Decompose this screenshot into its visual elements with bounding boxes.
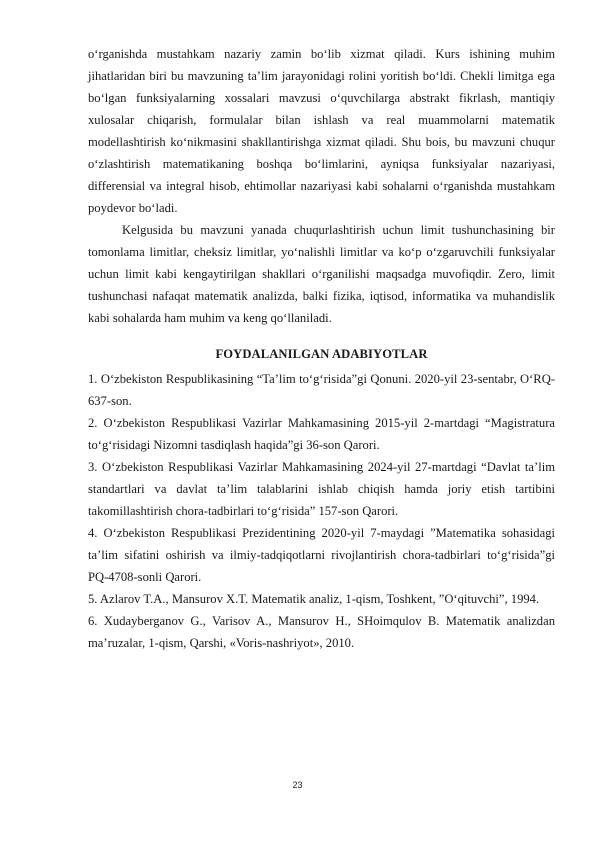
paragraph-conclusion-continued: o‘rganishda mustahkam nazariy zamin bo‘lib xizmat qiladi. Kurs ishining muhim jihatlaridan biri bu mavzuning ta’lim jarayonidagi rolini yoritish bo‘ldi. Chekli limitga ega bo‘lgan funksiyalarning xossalari mavzusi o‘quvchilarga abstrakt fikrlash, mantiqiy xulosalar chiqarish, formulalar bilan ishlash va real muammolarni matematik modellashtirish ko‘nikmasini shakllantirishga xizmat qiladi. Shu bois, bu mavzuni chuqur o‘zlashtirish matematikaning boshqa bo‘limlarini, ayniqsa funksiyalar nazariyasi, differensial va integral hisob, ehtimollar nazariyasi kabi sohalarni o‘rganishda mustahkam poydevor bo‘ladi. [88,47,555,215]
body-text [88,43,555,654]
page-number: 23 [292,780,303,790]
reference-item-2: 2. O‘zbekiston Respublikasi Vazirlar Mahkamasining 2015-yil 2-martdagi “Magistratura to‘g‘risidagi Nizomni tasdiqlash haqida”gi 36-son Qarori. [88,416,555,452]
references-list [88,368,555,654]
paragraph-future-work: Kelgusida bu mavzuni yanada chuqurlashtirish uchun limit tushunchasining bir tomonlama limitlar, cheksiz limitlar, yo‘nalishli limitlar va ko‘p o‘zgaruvchili funksiyalar uchun limit kabi kengaytirilgan shakllari o‘rganilishi maqsadga muvofiqdir. Zero, limit tushunchasi nafaqat matematik analizda, balki fizika, iqtisod, informatika va muhandislik kabi sohalarda ham muhim va keng qo‘llaniladi. [88,223,555,325]
references-heading: FOYDALANILGAN ADABIYOTLAR [215,347,428,361]
reference-item-5: 5. Azlarov T.A., Mansurov X.T. Matematik analiz, 1-qism, Toshkent, ”O‘qituvchi”, 1994. [88,592,540,606]
reference-item-3: 3. O‘zbekiston Respublikasi Vazirlar Mahkamasining 2024-yil 27-martdagi “Davlat ta’lim standartlari va davlat ta’lim talablarini ishlab chiqish hamda joriy etish tartibini takomillashtirish chora-tadbirlari to‘g‘risida” 157-son Qarori. [88,460,555,518]
reference-item-4: 4. O‘zbekiston Respublikasi Prezidentining 2020-yil 7-maydagi ”Matematika sohasidagi ta’lim sifatini oshirish va ilmiy-tadqiqotlarni rivojlantirish chora-tadbirlari to‘g‘risida”gi PQ-4708-sonli Qarori. [88,526,555,584]
reference-item-1: 1. O‘zbekiston Respublikasining “Ta’lim to‘g‘risida”gi Qonuni. 2020-yil 23-sentabr, O‘RQ-637-son. [88,372,555,408]
reference-item-6: 6. Xudayberganov G., Varisov A., Mansurov H., SHoimqulov B. Matematik analizdan ma’ruzalar, 1-qism, Qarshi, «Voris-nashriyot», 2010. [88,614,555,650]
